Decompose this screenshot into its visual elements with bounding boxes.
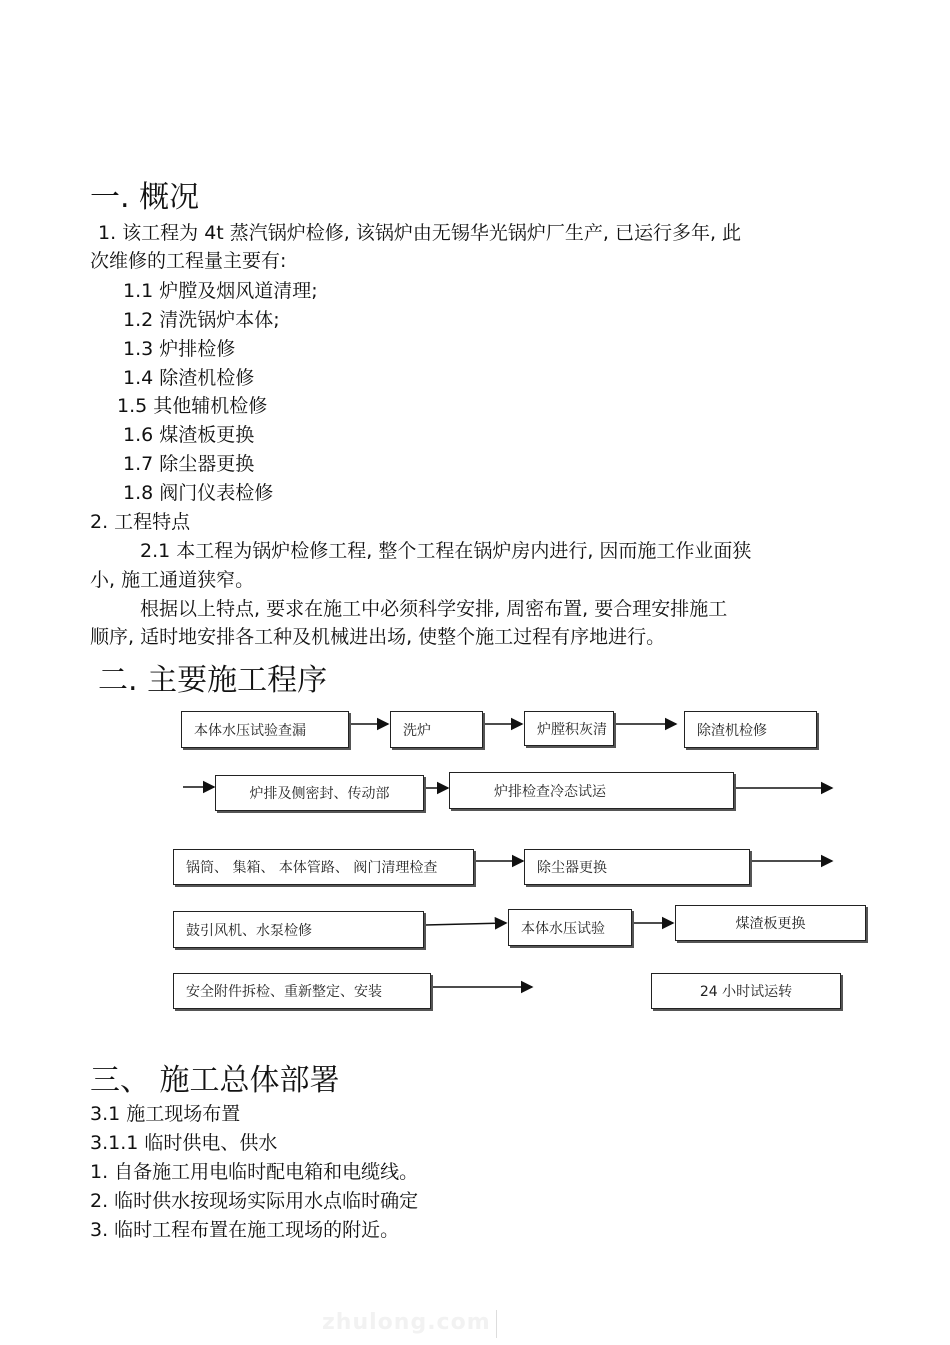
section3-heading: 三、 施工总体部署 (90, 1063, 340, 1098)
section3-sub2: 3.1.1 临时供电、供水 (90, 1132, 278, 1154)
watermark: zhulong.com (322, 1310, 497, 1338)
flow-box: 除渣机检修 (684, 711, 817, 748)
section1-heading: 一. 概况 (90, 180, 200, 215)
list-item: 1.8 阀门仪表检修 (123, 482, 274, 504)
list-item: 2. 临时供水按现场实际用水点临时确定 (90, 1190, 419, 1212)
flow-box: 本体水压试验查漏 (181, 711, 349, 748)
flow-box: 煤渣板更换 (675, 905, 866, 941)
list-item: 3. 临时工程布置在施工现场的附近。 (90, 1219, 400, 1241)
list-item: 1.5 其他辅机检修 (117, 395, 268, 417)
list-item: 1.3 炉排检修 (123, 338, 236, 360)
flow-box: 炉排检查冷态试运 (449, 772, 734, 809)
plan-line-2: 顺序, 适时地安排各工种及机械进出场, 使整个施工过程有序地进行。 (90, 626, 666, 648)
list-item: 1.6 煤渣板更换 (123, 424, 255, 446)
list-item: 1.7 除尘器更换 (123, 453, 255, 475)
feature-line-2: 小, 施工通道狭窄。 (90, 569, 255, 591)
intro-line-2: 次维修的工程量主要有: (90, 250, 287, 272)
flow-box: 锅筒、 集箱、 本体管路、 阀门清理检查 (173, 849, 474, 885)
feature-line-1: 2.1 本工程为锅炉检修工程, 整个工程在锅炉房内进行, 因而施工作业面狭 (140, 540, 752, 562)
flow-box: 本体水压试验 (508, 909, 632, 946)
flow-box: 除尘器更换 (524, 849, 750, 885)
list-item: 1.2 清洗锅炉本体; (123, 309, 280, 331)
list-item: 1.1 炉膛及烟风道清理; (123, 280, 318, 302)
flow-box: 炉膛积灰清 (524, 711, 614, 746)
flow-box: 鼓引风机、水泵检修 (173, 911, 424, 948)
intro-line-1: 1. 该工程为 4t 蒸汽锅炉检修, 该锅炉由无锡华光锅炉厂生产, 已运行多年, 此 (98, 222, 742, 244)
feature-heading: 2. 工程特点 (90, 511, 191, 533)
list-item: 1. 自备施工用电临时配电箱和电缆线。 (90, 1161, 419, 1183)
list-item: 1.4 除渣机检修 (123, 367, 255, 389)
plan-line-1: 根据以上特点, 要求在施工中必须科学安排, 周密布置, 要合理安排施工 (140, 598, 728, 620)
flow-box: 炉排及侧密封、传动部 (215, 775, 424, 811)
section2-heading: 二. 主要施工程序 (98, 663, 328, 698)
section3-sub1: 3.1 施工现场布置 (90, 1103, 241, 1125)
flow-box: 24 小时试运转 (651, 973, 841, 1009)
flow-box: 安全附件拆检、重新整定、安装 (173, 973, 431, 1009)
flow-box: 洗炉 (390, 711, 483, 748)
